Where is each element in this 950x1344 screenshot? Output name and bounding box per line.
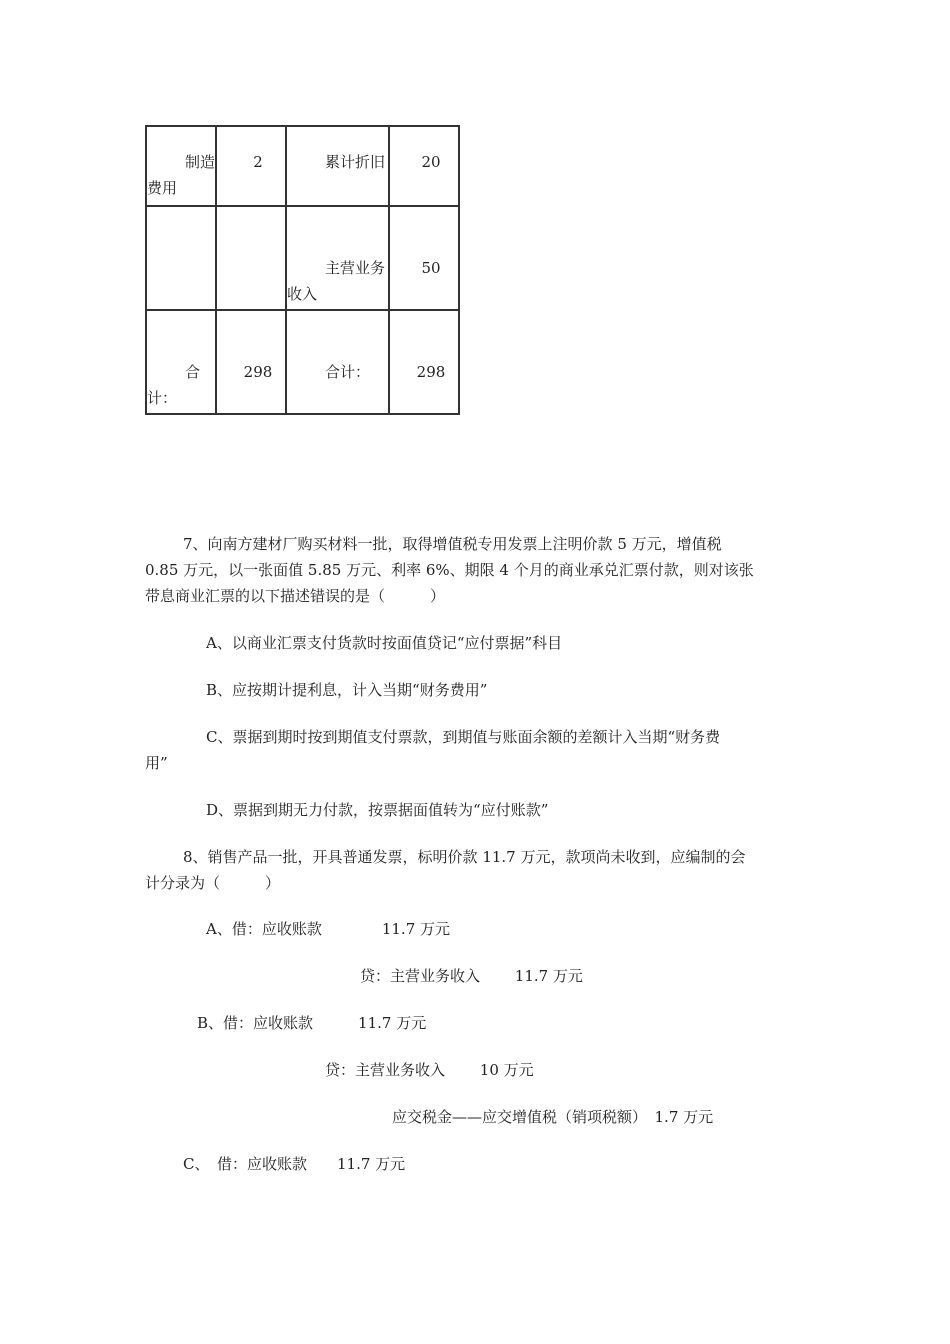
question-8-option-b-credit: 贷：主营业务收入 10 万元	[325, 1061, 534, 1079]
cell-total-label: 合计：	[325, 363, 371, 381]
cell-total-label: 合计：	[147, 363, 201, 407]
table-cell	[146, 310, 216, 414]
table-cell	[146, 206, 216, 310]
cell-accumulated-depreciation: 累计折旧	[325, 153, 386, 171]
question-8-line-2: 计分录为（ ）	[145, 874, 281, 892]
table-cell	[216, 206, 286, 310]
question-7-line-1: 7、向南方建材厂购买材料一批，取得增值税专用发票上注明价款 5 万元，增值税	[183, 535, 722, 553]
question-7-option-c-line-1: C、票据到期时按到期值支付票款，到期值与账面余额的差额计入当期“财务费	[206, 728, 721, 746]
table-row	[146, 206, 459, 310]
table-cell	[389, 206, 459, 310]
table-cell	[146, 126, 216, 206]
question-7-option-c-line-2: 用”	[145, 754, 168, 772]
ledger-table	[145, 125, 460, 415]
question-8-option-a-debit: A、借：应收账款 11.7 万元	[206, 920, 451, 938]
question-7-line-3: 带息商业汇票的以下描述错误的是（ ）	[145, 587, 446, 605]
table-cell	[216, 126, 286, 206]
table-cell	[286, 206, 389, 310]
cell-main-revenue: 主营业务收入	[287, 259, 386, 303]
question-8-option-a-credit: 贷：主营业务收入 11.7 万元	[360, 967, 583, 985]
question-8-line-1: 8、销售产品一批，开具普通发票，标明价款 11.7 万元，款项尚未收到，应编制的会	[183, 848, 746, 866]
cell-value: 20	[421, 153, 441, 171]
table-row	[146, 310, 459, 414]
table-cell	[286, 126, 389, 206]
question-7-option-a: A、以商业汇票支付货款时按面值贷记“应付票据”科目	[206, 634, 563, 652]
table-cell	[286, 310, 389, 414]
question-8-option-b-debit: B、借：应收账款 11.7 万元	[197, 1014, 427, 1032]
question-8-option-b-credit-2: 应交税金——应交增值税（销项税额） 1.7 万元	[392, 1108, 714, 1126]
question-7-option-d: D、票据到期无力付款，按票据面值转为“应付账款”	[206, 801, 549, 819]
table-cell	[216, 310, 286, 414]
table-row	[146, 126, 459, 206]
cell-value: 50	[421, 259, 441, 277]
cell-manufacturing-cost: 制造费用	[147, 153, 216, 197]
question-8-option-c-debit: C、 借：应收账款 11.7 万元	[183, 1155, 406, 1173]
cell-value: 2	[253, 153, 263, 171]
question-7-line-2: 0.85 万元，以一张面值 5.85 万元、利率 6%、期限 4 个月的商业承兑汇票付款，则对该张	[145, 561, 754, 579]
cell-value: 298	[416, 363, 446, 381]
question-7-option-b: B、应按期计提利息，计入当期“财务费用”	[206, 681, 488, 699]
table-cell	[389, 126, 459, 206]
table-cell	[389, 310, 459, 414]
cell-value: 298	[243, 363, 273, 381]
